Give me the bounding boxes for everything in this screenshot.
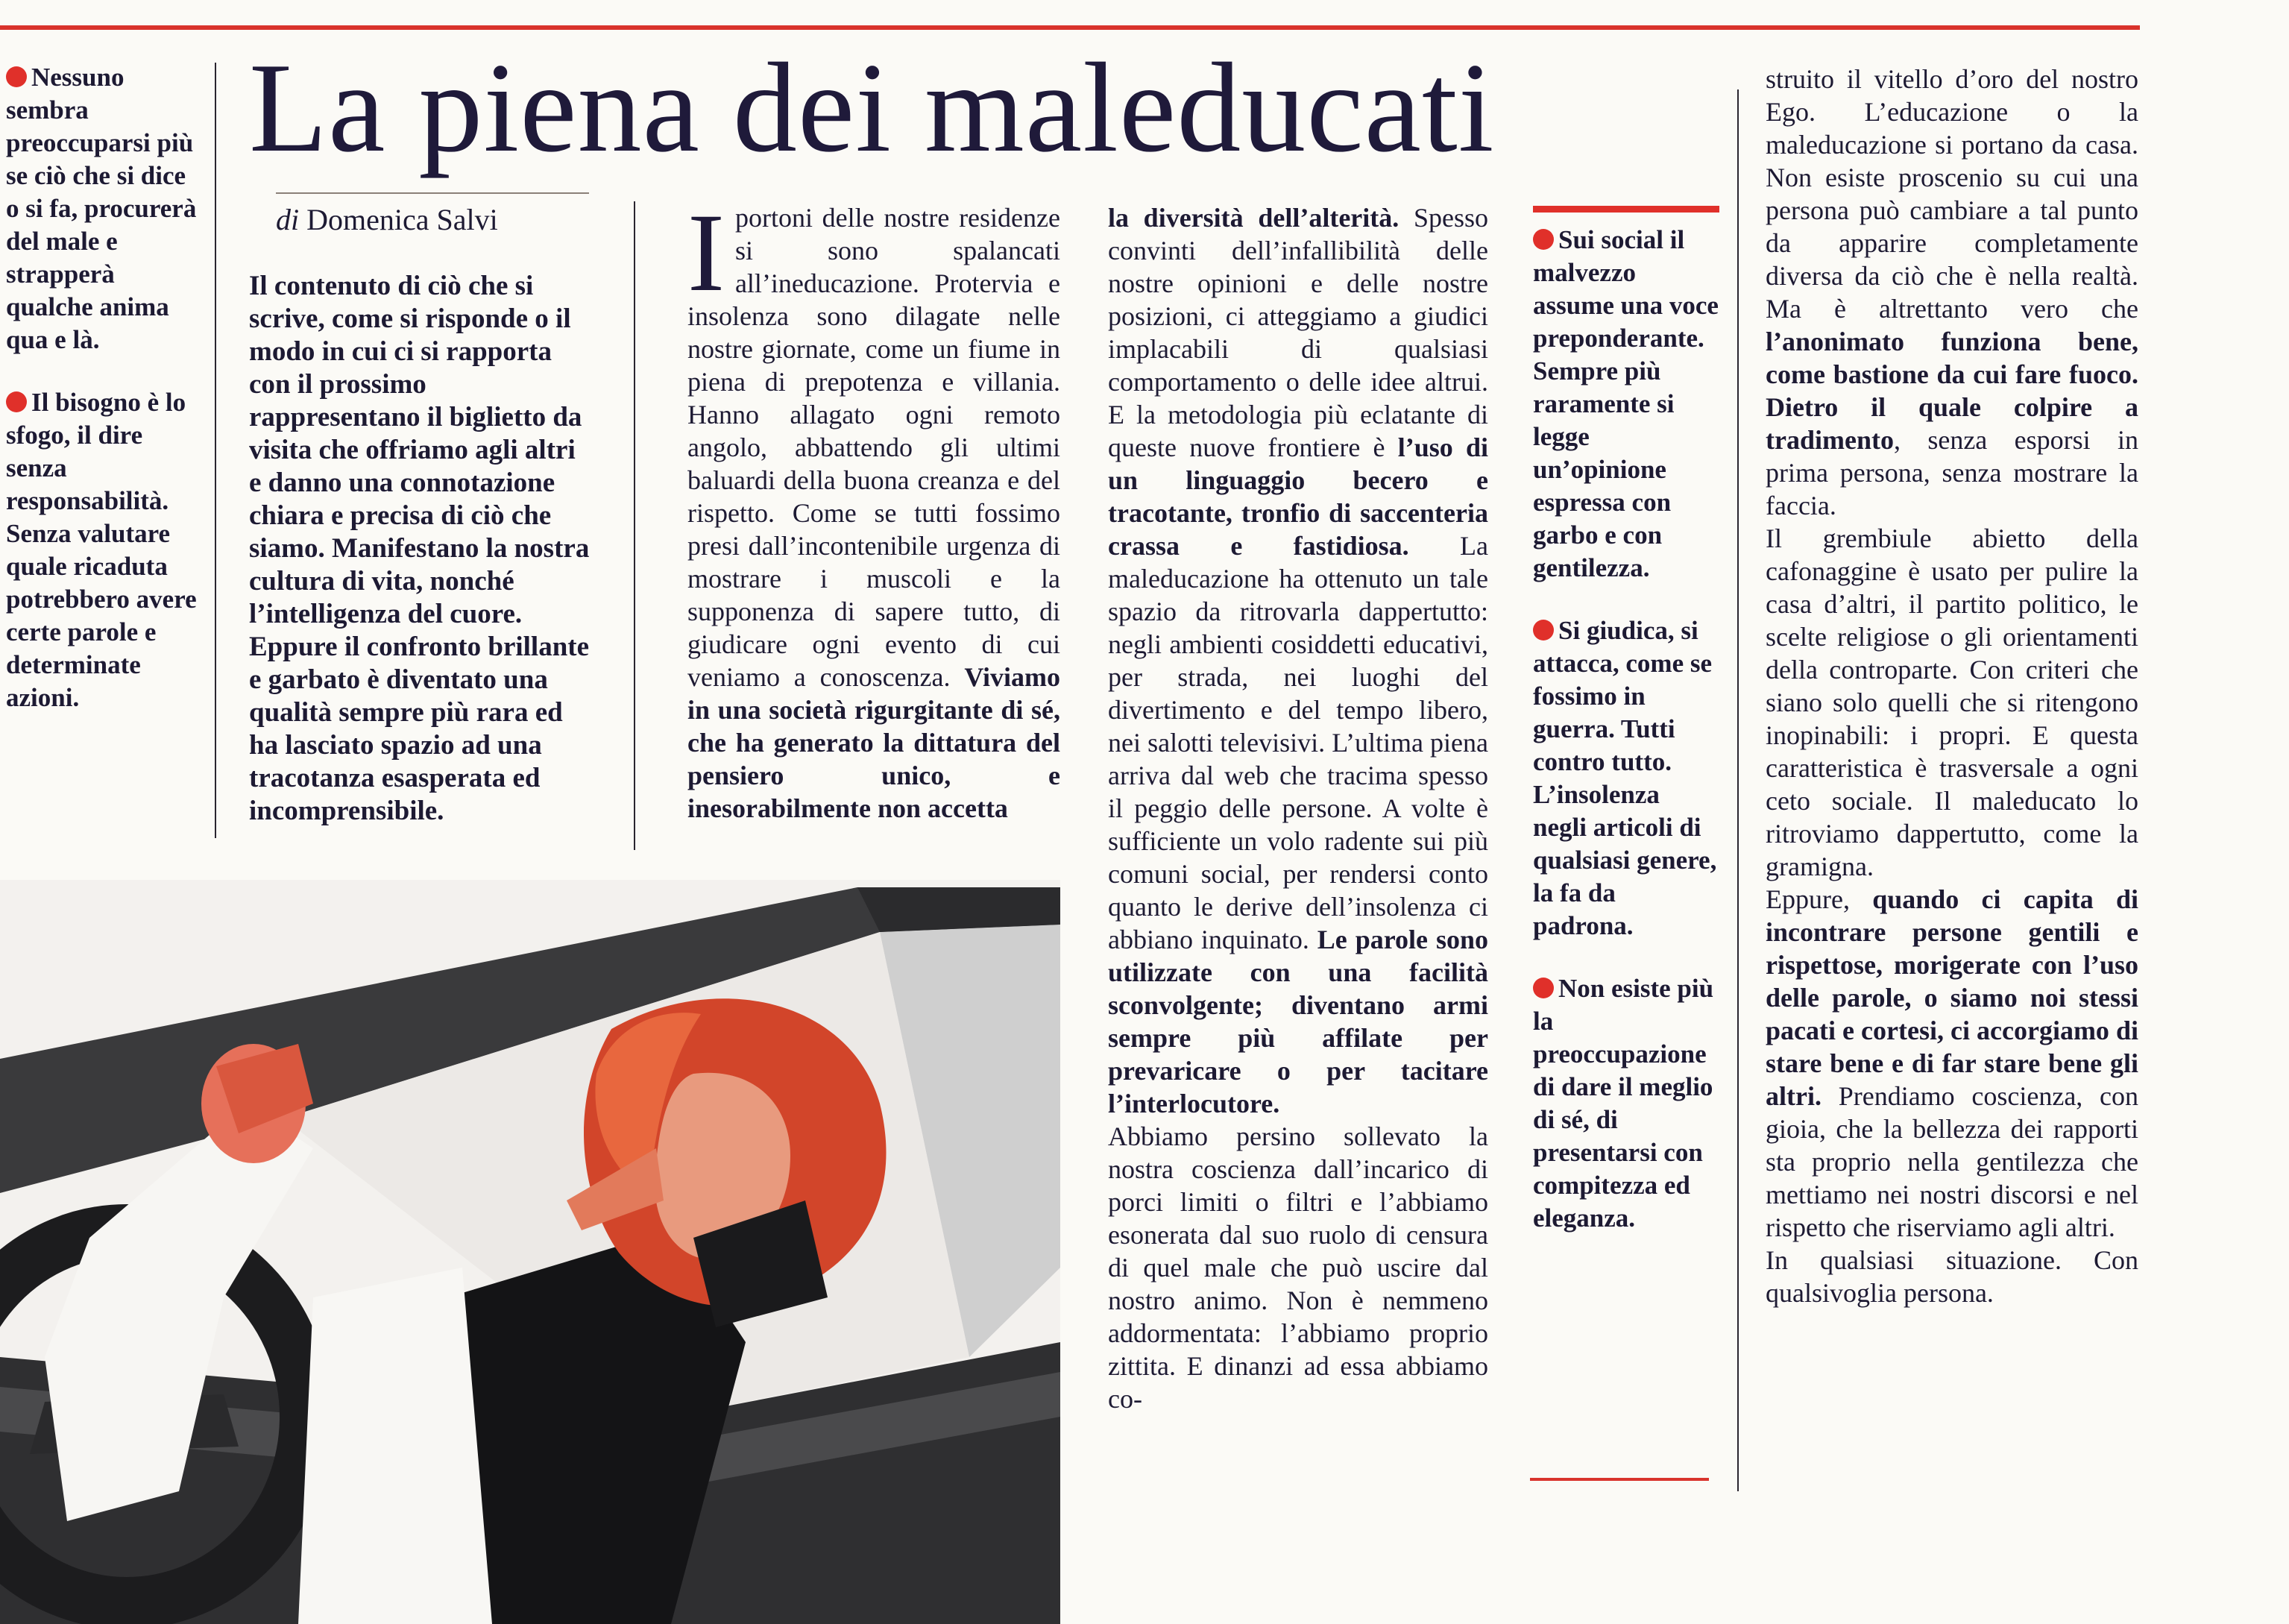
sidebar-left — [6, 61, 197, 744]
author-name: Domenica Salvi — [306, 203, 498, 236]
article-column-5: struito il vitello d’oro del nostro Ego. L’educazione o la maleducazione si portano da casa. Non esiste proscenio su cui una persona può cambiare a tal punto da apparire completamente diversa da ciò che è nella realtà. Ma è altrettanto vero che l’anonimato funziona bene, come bastione da cui fare fuoco. Dietro il quale colpire a tradimento, senza esporsi in prima persona, senza mostrare la faccia. Il grembiule abietto della cafonaggine è usato per pulire la casa d’altri, il partito politico, le scelte religiose o gli orientamenti della controparte. Con criteri che siano solo quelli che si ritengono inopinabili: i propri. E questa caratteristica è trasversale a ogni ceto sociale. Il maleducato lo ritroviamo dappertutto, come la gramigna. Eppure, quando ci capita di incontrare persone gentili e rispettose, morigerate con l’uso delle parole, o siamo noi stessi pacati e cortesi, ci accorgiamo di stare bene e di far stare bene gli altri. Prendiamo coscienza, con gioia, che la bellezza dei rapporti sta proprio nella gentilezza che mettiamo nei nostri discorsi e nel rispetto che riserviamo agli altri. In qualsiasi situazione. Con qualsivoglia persona. — [1766, 64, 2138, 1308]
article-column-3: la diversità dell’alterità. Spesso convinti dell’infallibilità delle nostre opinioni e delle nostre posizioni, ci atteggiamo a giudici implacabili di qualsiasi comportamento o delle idee altrui. E la metodologia più eclatante di queste nuove frontiere è l’uso di un linguaggio becero e tracotante, tronfio di saccenteria crassa e fastidiosa. La maleducazione ha ottenuto un tale spazio da ritrovarla dappertutto: negli ambienti cosiddetti educativi, per strada, nei luoghi del divertimento e del tempo libero, nei salotti televisivi. L’ultima piena arriva dal web che tracima spesso il peggio delle persone. A volte è sufficiente un volo radente sui più comuni social, per rendersi conto quanto le derive dell’insolenza ci abbiano inquinato. Le parole sono utilizzate con una facilità sconvolgente; diventano armi sempre più affilate per prevaricare o per tacitare l’interlocutore. Abbiamo persino sollevato la nostra coscienza dall’incarico di porci limiti o filtri e l’abbiamo esonerata dal suo ruolo di censura di quel male che può uscire dal nostro animo. Non è nemmeno addormentata: l’abbiamo proprio zittita. E dinanzi ad essa abbiamo co- — [1108, 203, 1489, 1414]
bullet-dot-icon — [1533, 229, 1554, 250]
top-red-rule — [0, 25, 2140, 30]
sidebar-left-item: Nessuno sembra preoccuparsi più se ciò che si dice o si fa, procurerà del male e strapperà qualche anima qua e là. — [6, 63, 197, 354]
sidebar-right-item: Non esiste più la preoccupazione di dare il meglio di sé, di presentarsi con compitezza ed eleganza. — [1533, 974, 1714, 1233]
lead-paragraph: Il contenuto di ciò che si scrive, come si risponde o il modo in cui ci si rapporta con il prossimo rappresentano il biglietto da visita che offriamo agli altri e danno una connotazione chiara e precisa di ciò che siamo. Manifestano la nostra cultura di vita, nonché l’intelligenza del cuore. Eppure il confronto brillante e garbato è diventato una qualità sempre più rara ed ha lasciato spazio ad una tracotanza esasperata ed incomprensibile. — [249, 271, 590, 826]
byline: di Domenica Salvi — [276, 203, 498, 236]
drop-cap: I — [687, 191, 725, 315]
sidebar-right — [1533, 224, 1719, 1265]
sidebar-right-item: Si giudica, si attacca, come se fossimo in guerra. Tutti contro tutto. L’insolenza negli articoli di qualsiasi genere, la fa da padrona. — [1533, 616, 1717, 940]
sidebar-left-item: Il bisogno è lo sfogo, il dire senza responsabilità. Senza valutare quale ricaduta potrebbero avere certe parole e determinate azioni. — [6, 388, 197, 712]
sidebar-top-rule — [1533, 206, 1719, 213]
column-divider — [634, 201, 635, 850]
bullet-dot-icon — [6, 66, 27, 87]
angry-driver-illustration — [0, 880, 1060, 1624]
sidebar-bottom-rule — [1530, 1478, 1709, 1481]
page-title: La piena dei maleducati — [249, 37, 1495, 179]
column-divider — [1737, 89, 1739, 1491]
bullet-dot-icon — [1533, 978, 1554, 998]
article-column-2: I portoni delle nostre residenze si sono spalancati all’ineducazione. Protervia e insolenza sono dilagate nelle nostre giornate, come un fiume in piena di prepotenza e villania. Hanno allagato ogni remoto angolo, abbattendo gli ultimi baluardi della buona creanza e del rispetto. Come se tutti fossimo presi dall’incontenibile urgenza di mostrare i muscoli e la supponenza di sapere tutto, di giudicare ogni evento di cui veniamo a conoscenza. Viviamo in una società rigurgitante di sé, che ha generato la dittatura del pensiero unico, e inesorabilmente non accetta — [687, 191, 1061, 823]
sidebar-right-item: Sui social il malvezzo assume una voce preponderante. Sempre più raramente si legge un’opinione espressa con garbo e con gentilezza. — [1533, 225, 1719, 582]
column-divider — [215, 63, 216, 838]
bullet-dot-icon — [1533, 620, 1554, 641]
byline-rule — [276, 192, 589, 194]
bullet-dot-icon — [6, 391, 27, 412]
article-photo — [0, 880, 1060, 1624]
